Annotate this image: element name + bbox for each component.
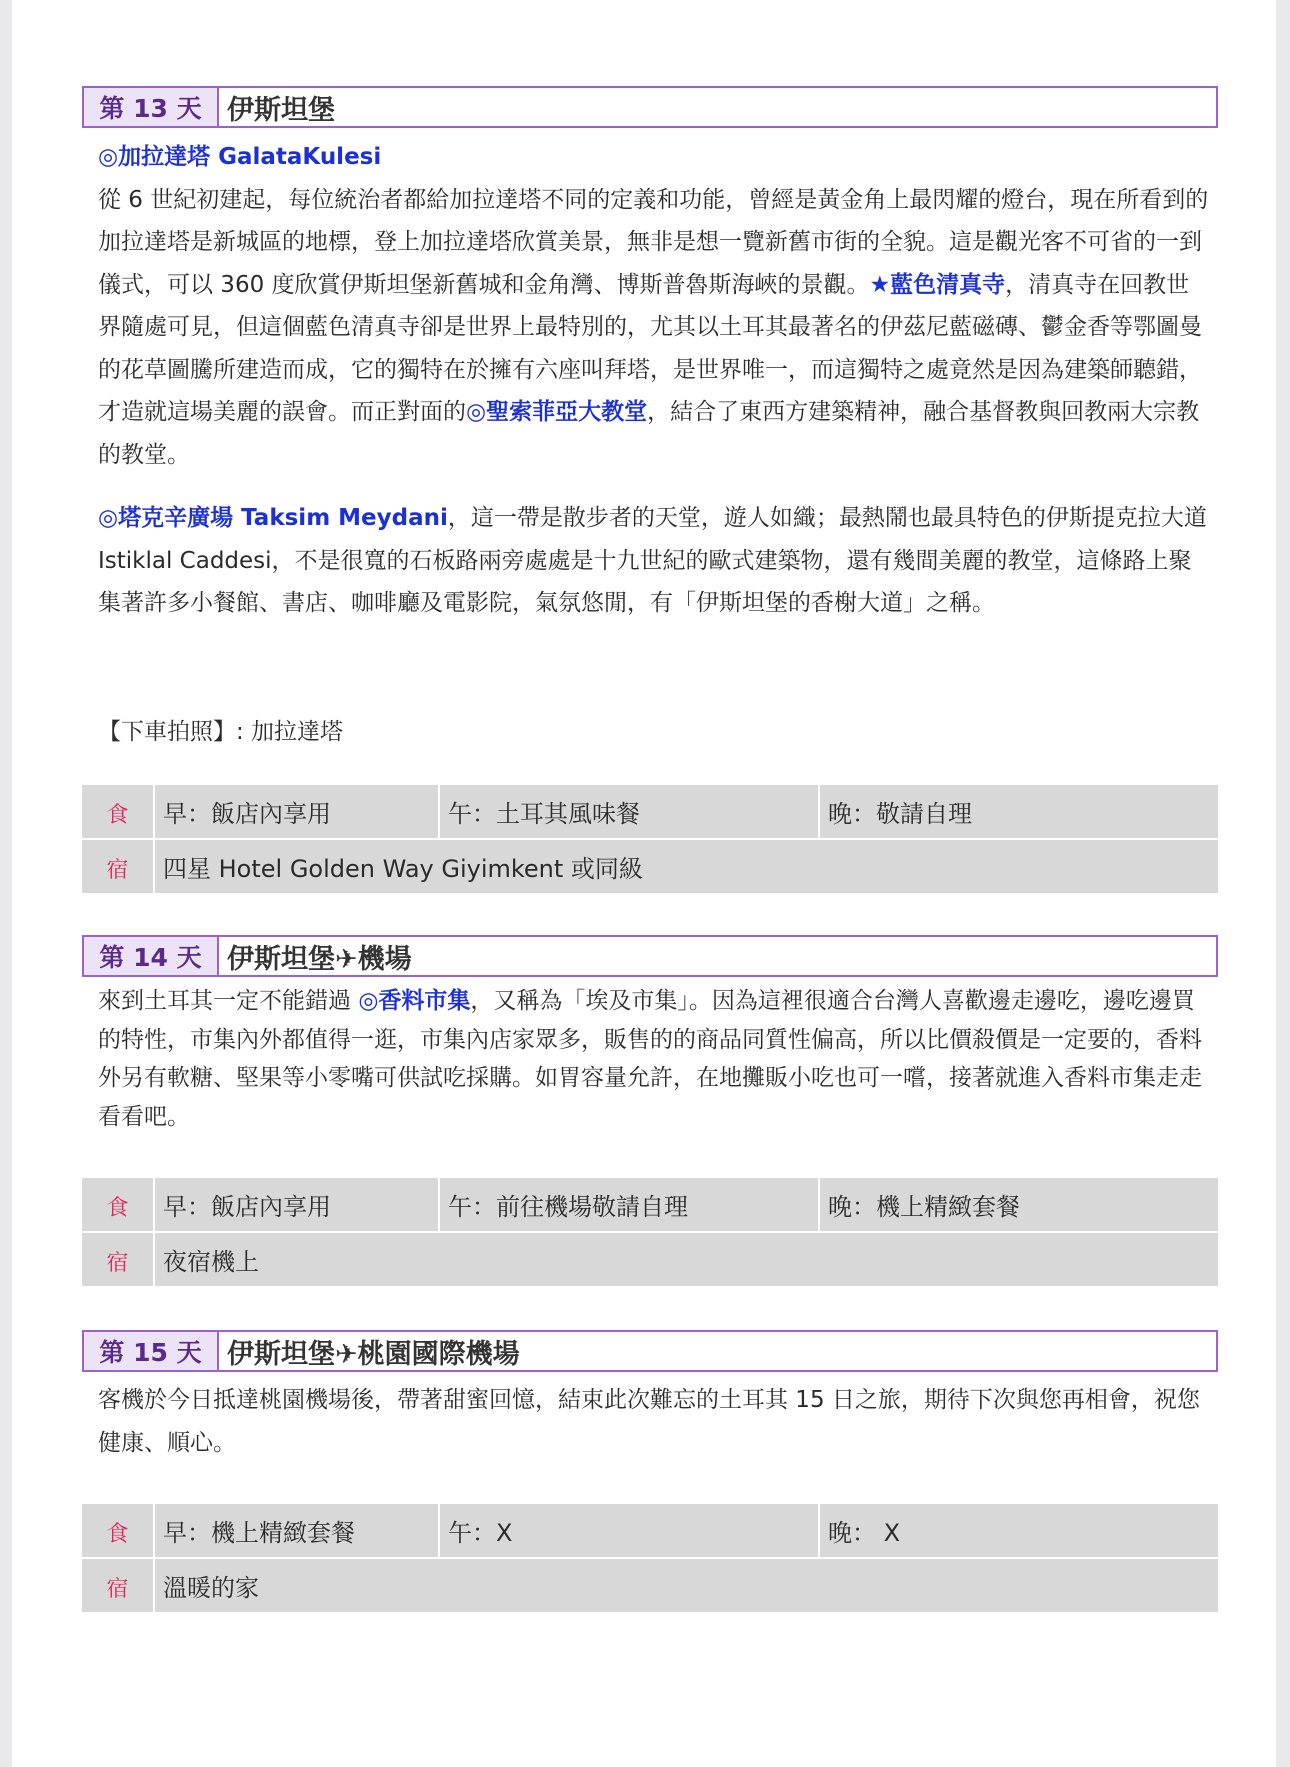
dinner-cell: 晚：機上精緻套餐 — [828, 1193, 1020, 1221]
galata-paragraph: 從 6 世紀初建起，每位統治者都給加拉達塔不同的定義和功能，曾經是黃金角上最閃耀的燈台，現在所看到的加拉達塔是新城區的地標，登上加拉達塔欣賞美景，無非是想一覽新舊市街的全貌。這是觀光客不可省的一到儀式，可以 360 度欣賞伊斯坦堡新舊城和金角灣、博斯普魯斯海峽的景觀。★藍色清真寺，清真寺在回教世界隨處可見，但這個藍色清真寺卻是世界上最特別的，尤其以土耳其最著名的伊茲尼藍磁磚、鬱金香等鄂圖曼的花草圖騰所建造而成，它的獨特在於擁有六座叫拜塔，是世界唯一，而這獨特之處竟然是因為建築師聽錯，才造就這場美麗的誤會。而正對面的◎聖索菲亞大教堂，結合了東西方建築精神，融合基督教與回教兩大宗教的教堂。 — [98, 186, 1209, 468]
breakfast-cell: 早：飯店內享用 — [155, 1178, 440, 1231]
breakfast-cell: 早：機上精緻套餐 — [155, 1504, 440, 1557]
hotel-cell: 溫暖的家 — [163, 1574, 259, 1602]
spice-market-heading: ◎香料市集 — [358, 988, 471, 1014]
stay-tag: 宿 — [82, 1559, 155, 1612]
hotel-cell: 四星 Hotel Golden Way Giyimkent 或同級 — [163, 855, 643, 883]
day-13-description — [98, 136, 1210, 476]
stay-tag: 宿 — [82, 1233, 155, 1286]
day-13-meals-table — [82, 785, 1218, 893]
stay-tag: 宿 — [82, 840, 155, 893]
hotel-cell: 夜宿機上 — [163, 1248, 259, 1276]
stay-row — [82, 1233, 1218, 1286]
lunch-cell: 午：前往機場敬請自理 — [440, 1178, 820, 1231]
blue-mosque-heading: ★藍色清真寺 — [869, 271, 1006, 298]
day-title: 伊斯坦堡✈桃園國際機場 — [227, 1338, 520, 1370]
hagia-sophia-heading: ◎聖索菲亞大教堂 — [466, 399, 648, 425]
lunch-cell: 午：X — [440, 1504, 820, 1557]
dinner-cell: 晚： X — [828, 1519, 901, 1547]
stay-row — [82, 1559, 1218, 1612]
day-14-header — [82, 935, 1218, 977]
day-15-header — [82, 1330, 1218, 1372]
breakfast-cell: 早：飯店內享用 — [155, 785, 440, 838]
itinerary-page — [12, 0, 1276, 1767]
day-number: 第 15 天 — [84, 1332, 219, 1370]
day-number: 第 14 天 — [84, 937, 219, 975]
food-tag: 食 — [82, 1504, 155, 1557]
meals-row — [82, 785, 1218, 840]
taksim-heading: ◎塔克辛廣場 Taksim Meydani — [98, 505, 448, 531]
day-title: 伊斯坦堡✈機場 — [227, 943, 412, 975]
stay-row — [82, 840, 1218, 893]
galata-tower-heading: ◎加拉達塔 GalataKulesi — [98, 144, 382, 170]
meals-row — [82, 1504, 1218, 1559]
day-title: 伊斯坦堡 — [227, 94, 335, 126]
day-13-header — [82, 86, 1218, 128]
day-15-description: 客機於今日抵達桃園機場後，帶著甜蜜回憶，結束此次難忘的土耳其 15 日之旅，期待下次與您再相會，祝您健康、順心。 — [98, 1387, 1200, 1456]
day-number: 第 13 天 — [84, 88, 219, 126]
day-14-description: 來到土耳其一定不能錯過 ◎香料市集，又稱為「埃及市集」。因為這裡很適合台灣人喜歡邊走邊吃，邊吃邊買的特性，市集內外都值得一逛，市集內店家眾多，販售的的商品同質性偏高，所以比價殺價是一定要的，香料外另有軟糖、堅果等小零嘴可供試吃採購。如胃容量允許，在地攤販小吃也可一嚐，接著就進入香料市集走走看看吧。 — [98, 988, 1202, 1130]
photo-stop-note: 【下車拍照】: 加拉達塔 — [98, 719, 344, 745]
food-tag: 食 — [82, 785, 155, 838]
food-tag: 食 — [82, 1178, 155, 1231]
meals-row — [82, 1178, 1218, 1233]
day-14-meals-table — [82, 1178, 1218, 1286]
dinner-cell: 晚：敬請自理 — [828, 800, 972, 828]
day-15-meals-table — [82, 1504, 1218, 1612]
taksim-paragraph: ◎塔克辛廣場 Taksim Meydani，這一帶是散步者的天堂，遊人如織；最熱鬧也最具特色的伊斯提克拉大道 Istiklal Caddesi，不是很寬的石板路兩旁處處是十九世紀的歐式建築物，還有幾間美麗的教堂，這條路上聚集著許多小餐館、書店、咖啡廳及電影院，氣氛悠閒，有「伊斯坦堡的香榭大道」之稱。 — [98, 505, 1207, 616]
lunch-cell: 午：土耳其風味餐 — [440, 785, 820, 838]
